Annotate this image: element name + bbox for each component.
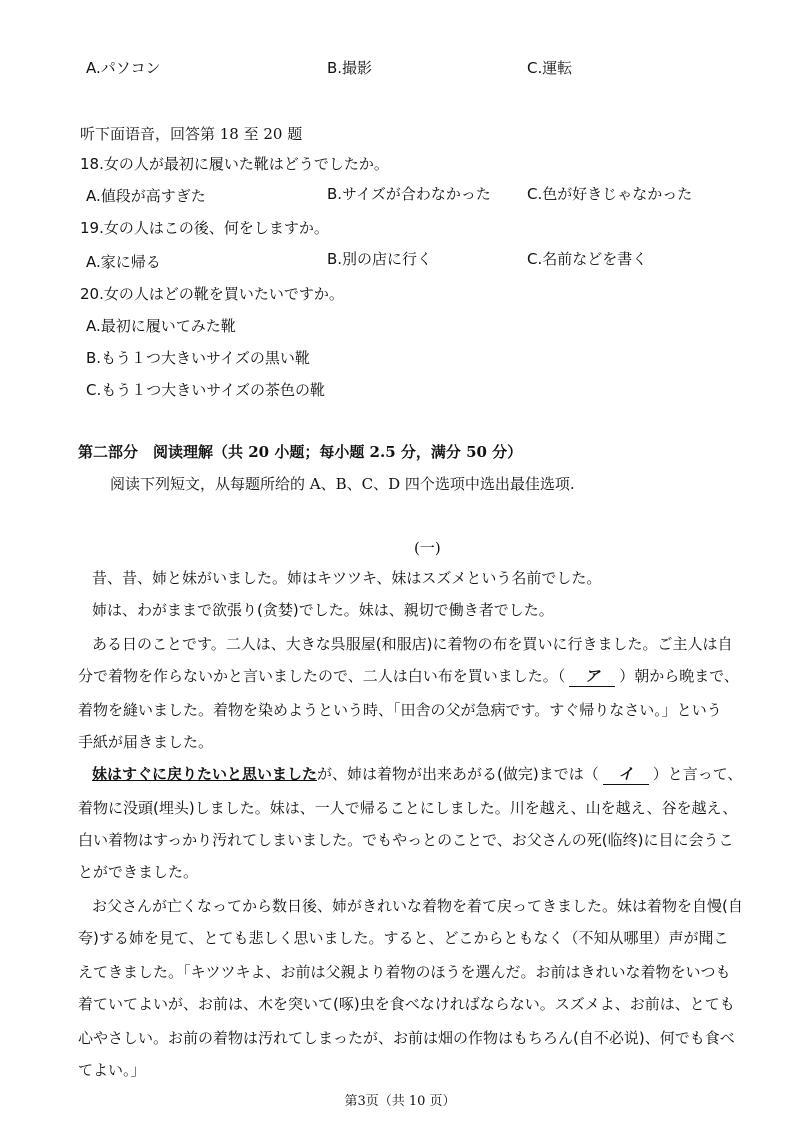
passage-p5-line6: てよい。」 [78, 1061, 146, 1079]
top-option-c: C.運転 [527, 59, 573, 77]
q19-option-b: B.別の店に行く [327, 250, 433, 268]
q18-option-c: C.色が好きじゃなかった [527, 185, 693, 203]
passage-p4-line3: 白い着物はすっかり汚れてしまいました。でもやっとのことで、お父さんの死(临终)に目に会うこ [78, 831, 734, 849]
q19-option-a: A.家に帰る [86, 253, 161, 271]
passage-p5-line1: お父さんが亡くなってから数日後、姉がきれいな着物を着て戻ってきました。妹は着物を自慢(自 [92, 897, 743, 915]
passage-p5-line2: 夸)する姉を見て、とても悲しく思いました。すると、どこからともなく（不知从哪里）声が聞こ [78, 929, 729, 947]
passage-p3-line2 [78, 666, 739, 687]
listen-instruction: 听下面语音，回答第 18 至 20 题 [80, 125, 303, 143]
part2-instruction: 阅读下列短文，从每题所给的 A、B、C、D 四个选项中选出最佳选项. [110, 475, 575, 493]
q20-option-c: C.もう１つ大きいサイズの茶色の靴 [86, 381, 326, 399]
passage-number: (一) [414, 539, 441, 557]
q20-option-a: A.最初に履いてみた靴 [86, 317, 236, 335]
part2-title: 第二部分 阅读理解（共 20 小题；每小题 2.5 分，满分 50 分） [78, 443, 523, 461]
passage-p3-line2-b: ）朝から晩まで、 [619, 667, 739, 685]
passage-p4-line2: 着物に没頭(埋头)しました。妹は、一人で帰ることにしました。川を越え、山を越え、谷を越え、 [78, 799, 738, 817]
passage-p1: 昔、昔、姉と妹がいました。姉はキツツキ、妹はスズメという名前でした。 [92, 569, 602, 587]
q20-question: 20.女の人はどの靴を買いたいですか。 [80, 285, 344, 303]
q18-question: 18.女の人が最初に履いた靴はどうでしたか。 [80, 155, 389, 173]
top-option-a: A.パソコン [86, 59, 161, 77]
q18-option-a: A.値段が高すぎた [86, 187, 206, 205]
passage-p4-line4: とができました。 [78, 863, 199, 881]
page-footer: 第3页（共 10 页） [344, 1094, 456, 1109]
passage-p4-line1 [92, 764, 742, 785]
q19-option-c: C.名前などを書く [527, 250, 648, 268]
passage-p3-line3: 着物を縫いました。着物を染めようという時、「田舎の父が急病です。すぐ帰りなさい。」という [78, 701, 722, 719]
q20-option-b: B.もう１つ大きいサイズの黒い靴 [86, 349, 310, 367]
passage-p3-line4: 手紙が届きました。 [78, 733, 214, 751]
q19-question: 19.女の人はこの後、何をしますか。 [80, 219, 329, 237]
passage-p5-line5: 心やさしい。お前の着物は汚れてしまったが、お前は畑の作物はもちろん(自不必说)、何でも食べ [78, 1029, 735, 1047]
underlined-sentence: 妹はすぐに戻りたいと思いました [92, 765, 318, 783]
blank-i: イ [603, 764, 649, 785]
passage-p3-line2-a: 分で着物を作らないかと言いましたので、二人は白い布を買いました。（ [78, 667, 566, 685]
passage-p5-line4: 着ていてよいが、お前は、木を突いて(啄)虫を食べなければならない。スズメよ、お前は、とても [78, 995, 735, 1013]
top-option-b: B.撮影 [327, 59, 373, 77]
q18-option-b: B.サイズが合わなかった [327, 185, 491, 203]
passage-p4-line1-b: ）と言って、 [652, 765, 743, 783]
passage-p5-line3: えてきました。「キツツキよ、お前は父親より着物のほうを選んだ。お前はきれいな着物をいつも [78, 963, 731, 981]
blank-a: ア [569, 666, 615, 687]
passage-p3-line1: ある日のことです。二人は、大きな呉服屋(和服店)に着物の布を買いに行きました。ご主人は自 [92, 635, 733, 653]
passage-p4-line1-a: が、姉は着物が出来あがる(做完)までは（ [317, 765, 599, 783]
passage-p2: 姉は、わがままで欲張り(贪婪)でした。妹は、親切で働き者でした。 [92, 601, 554, 619]
